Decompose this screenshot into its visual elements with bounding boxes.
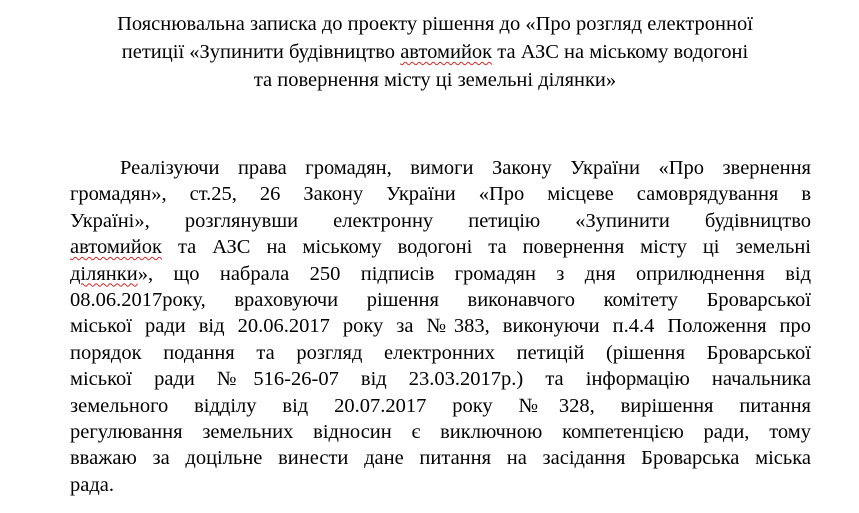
body-line-4-end: та АЗС на міському водогоні та повернення місту ці земельні [161, 236, 811, 259]
spellcheck-word: автомийок [70, 236, 162, 259]
body-line-10: земельного відділу від 20.07.2017 року №328, вирішення питання [70, 394, 811, 417]
title-line-1: Пояснювальна записка до проекту рішення до «Про розгляд електронної [117, 13, 753, 35]
body-line-9: міської ради №516-26-07 від 23.03.2017р.) та інформацію начальника [70, 368, 811, 391]
body-line-4 [70, 234, 811, 260]
document-title [40, 10, 830, 94]
title-line-3: та повернення місту ці земельні ділянки» [253, 69, 617, 91]
spellcheck-word: автомийок [400, 41, 493, 63]
body-line-5-end: », що набрала 250 підписів громадян з дня оприлюднення від [137, 262, 811, 285]
body-line-2: громадян», ст.25, 26 Закону України «Про місцеве самоврядування в [70, 183, 811, 206]
body-line-8: порядок подання та розгляд електронних петицій (рішення Броварської [70, 341, 811, 364]
body-line-12: вважаю за доцільне винести дане питання на засідання Броварська міська [70, 447, 811, 470]
title-line-2-end: та АЗС на міському водогоні [492, 41, 749, 63]
body-line-7: міської ради від 20.06.2017 року за №383, виконуючи п.4.4 Положення про [70, 315, 811, 338]
title-line-2-start: петиції «Зупинити будівництво [121, 41, 401, 63]
title-line-2 [40, 38, 830, 66]
body-line-5 [70, 261, 811, 287]
body-line-6: 08.06.2017року, враховуючи рішення виконавчого комітету Броварської [70, 289, 811, 312]
body-line-11: регулювання земельних відносин є виключною компетенцією ради, тому [70, 421, 811, 444]
document-body [70, 155, 811, 498]
body-line-1: Реалізуючи права громадян, вимоги Закону України «Про звернення [120, 157, 811, 179]
body-line-13: рада. [70, 473, 115, 496]
spellcheck-word: ділянки [70, 262, 138, 285]
body-line-3: Україні», розглянувши електронну петицію «Зупинити будівництво [70, 209, 811, 232]
